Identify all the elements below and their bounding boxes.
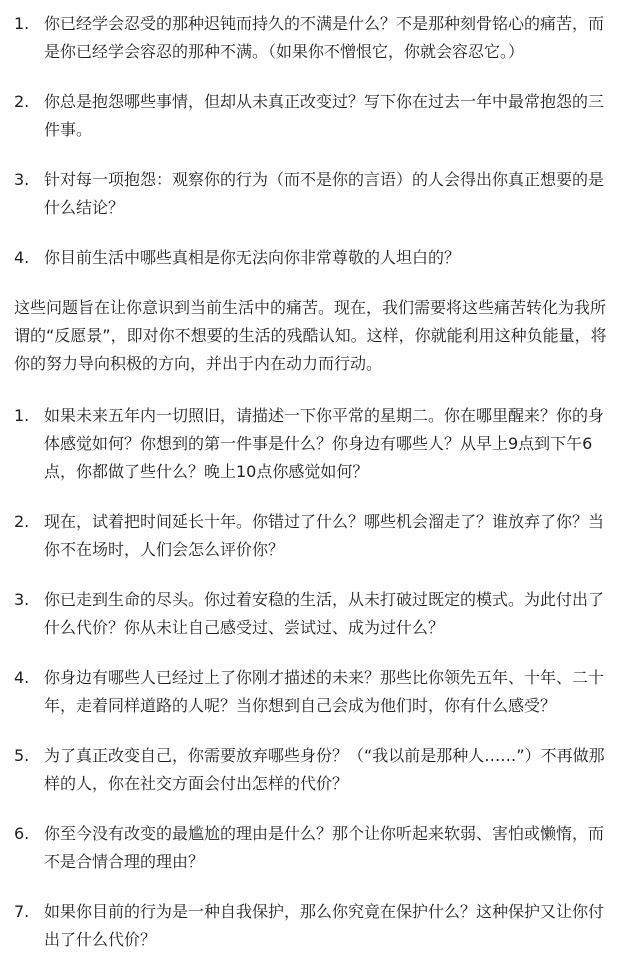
- list-item: [0, 10, 629, 66]
- list-item-number: 6.: [14, 824, 30, 843]
- list-item-number: 5.: [14, 746, 30, 765]
- intro-paragraph: 这些问题旨在让你意识到当前生活中的痛苦。现在，我们需要将这些痛苦转化为我所谓的“反愿景”，即对你不想要的生活的残酷认知。这样，你就能利用这种负能量，将你的努力导向积极的方向，并出于内在动力而行动。: [14, 298, 607, 373]
- anti-vision-questions-list: [0, 402, 629, 954]
- list-item-number: 4.: [14, 248, 30, 267]
- list-item-number: 3.: [14, 170, 30, 189]
- list-item: [0, 508, 629, 564]
- list-item-number: 1.: [14, 406, 30, 425]
- list-item-text: 针对每一项抱怨：观察你的行为（而不是你的言语）的人会得出你真正想要的是什么结论？: [44, 170, 605, 217]
- list-item: [0, 586, 629, 642]
- list-item: [0, 402, 629, 486]
- list-item-number: 4.: [14, 668, 30, 687]
- list-item-number: 2.: [14, 92, 30, 111]
- list-item-text: 你已经学会忍受的那种迟钝而持久的不满是什么？不是那种刻骨铭心的痛苦，而是你已经学会容忍的那种不满。（如果你不憎恨它，你就会容忍它。）: [44, 14, 605, 61]
- list-item-number: 3.: [14, 590, 30, 609]
- list-item-number: 2.: [14, 512, 30, 531]
- list-item-text: 你已走到生命的尽头。你过着安稳的生活，从未打破过既定的模式。为此付出了什么代价？你从未让自己感受过、尝试过、成为过什么？: [44, 590, 605, 637]
- list-item: [0, 742, 629, 798]
- list-item: [0, 244, 629, 272]
- list-item-number: 7.: [14, 902, 30, 921]
- list-item-text: 如果未来五年内一切照旧，请描述一下你平常的星期二。你在哪里醒来？你的身体感觉如何？你想到的第一件事是什么？你身边有哪些人？从早上9点到下午6点，你都做了些什么？晚上10点你感觉如何？: [44, 406, 605, 481]
- list-item-text: 你总是抱怨哪些事情，但却从未真正改变过？写下你在过去一年中最常抱怨的三件事。: [44, 92, 605, 139]
- list-item-text: 你身边有哪些人已经过上了你刚才描述的未来？那些比你领先五年、十年、二十年，走着同样道路的人呢？当你想到自己会成为他们时，你有什么感受？: [44, 668, 605, 715]
- list-item-text: 为了真正改变自己，你需要放弃哪些身份？（“我以前是那种人……”）不再做那样的人，你在社交方面会付出怎样的代价？: [44, 746, 605, 793]
- list-item: [0, 898, 629, 954]
- list-item: [0, 166, 629, 222]
- list-item: [0, 664, 629, 720]
- list-item: [0, 88, 629, 144]
- reflection-questions-list: [0, 0, 629, 272]
- list-item-text: 你至今没有改变的最尴尬的理由是什么？那个让你听起来软弱、害怕或懒惰，而不是合情合理的理由？: [44, 824, 605, 871]
- list-item-text: 你目前生活中哪些真相是你无法向你非常尊敬的人坦白的？: [44, 248, 461, 267]
- list-item: [0, 820, 629, 876]
- list-item-text: 如果你目前的行为是一种自我保护，那么你究竟在保护什么？这种保护又让你付出了什么代价？: [44, 902, 605, 949]
- list-item-number: 1.: [14, 14, 30, 33]
- list-item-text: 现在，试着把时间延长十年。你错过了什么？哪些机会溜走了？谁放弃了你？当你不在场时，人们会怎么评价你？: [44, 512, 605, 559]
